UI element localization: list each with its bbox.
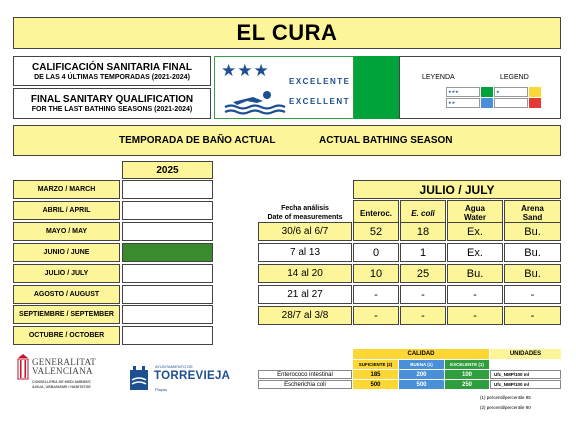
table-enteroc-cell: - xyxy=(353,306,399,325)
water-header-line2: Water xyxy=(464,213,486,222)
legend-swatch-green xyxy=(481,87,493,97)
table-date-cell: 14 al 20 xyxy=(258,264,352,283)
season-label-en: ACTUAL BATHING SEASON xyxy=(319,135,453,146)
table-water-cell: Ex. xyxy=(447,222,503,241)
quality-value-cell: 100 xyxy=(445,370,489,379)
month-label: SEPTIEMBRE / SEPTEMBER xyxy=(13,305,120,324)
month-status-cell xyxy=(122,326,213,345)
sand-header-line2: Sand xyxy=(522,213,543,222)
qualification-en-subtitle: FOR THE LAST BATHING SEASONS (2021-2024) xyxy=(31,106,193,113)
month-label: MAYO / MAY xyxy=(13,222,120,241)
excellent-color-bar xyxy=(354,56,399,119)
legend-entry-excellent: ★★★ xyxy=(446,87,480,97)
table-date-cell: 21 al 27 xyxy=(258,285,352,304)
quality-value-cell: 500 xyxy=(399,380,444,389)
qualification-es-title: CALIFICACIÓN SANITARIA FINAL xyxy=(32,61,192,73)
torrevieja-ayuntamiento: AYUNTAMIENTO DE xyxy=(155,364,193,369)
quality-column-header: SUFICIENTE (2) xyxy=(353,360,398,369)
table-ecoli-cell: 1 xyxy=(400,243,446,262)
qualification-en-title: FINAL SANITARY QUALIFICATION xyxy=(30,94,194,105)
table-water-cell: - xyxy=(447,306,503,325)
table-water-cell: - xyxy=(447,285,503,304)
torrevieja-playas: Playas xyxy=(155,387,168,392)
quality-row-label: Enterococo intestinal xyxy=(258,370,352,379)
month-status-cell xyxy=(122,285,213,304)
torrevieja-name: TORREVIEJA xyxy=(154,370,231,382)
generalitat-logo xyxy=(16,352,111,407)
legend-swatch-red xyxy=(529,98,541,108)
quality-column-header: EXCELENTE (1) xyxy=(445,360,489,369)
table-sand-cell: Bu. xyxy=(504,243,561,262)
table-date-cell: 28/7 al 3/8 xyxy=(258,306,352,325)
quality-column-header: BUENA (1) xyxy=(399,360,444,369)
month-status-cell xyxy=(122,305,213,324)
sand-header-line1: Arena xyxy=(521,204,544,213)
ecoli-header-label: E. coli xyxy=(411,208,435,218)
date-header-es: Fecha análisis xyxy=(281,205,329,212)
badge-label-en: EXCELLENT xyxy=(289,97,351,106)
table-water-cell: Bu. xyxy=(447,264,503,283)
season-label-es: TEMPORADA DE BAÑO ACTUAL xyxy=(119,135,276,146)
water-header-line1: Agua xyxy=(465,204,485,213)
month-status-cell xyxy=(122,201,213,220)
star-icon: ★★★ xyxy=(221,61,270,80)
legend-box xyxy=(399,56,561,119)
qualification-es xyxy=(13,56,211,86)
quality-footnote: (2) percentil/percentile 90 xyxy=(480,405,531,410)
quality-value-cell: 500 xyxy=(353,380,398,389)
generalitat-crest-icon xyxy=(16,354,30,384)
quality-value-cell: 250 xyxy=(445,380,489,389)
legend-label-en: LEGEND xyxy=(500,74,529,81)
table-sand-cell: Bu. xyxy=(504,222,561,241)
season-banner xyxy=(13,125,561,156)
table-sand-cell: - xyxy=(504,306,561,325)
month-label: MARZO / MARCH xyxy=(13,180,120,199)
month-label: JUNIO / JUNE xyxy=(13,243,120,262)
table-ecoli-cell: 18 xyxy=(400,222,446,241)
table-enteroc-cell: 52 xyxy=(353,222,399,241)
legend-entry-poor xyxy=(494,98,528,108)
quality-value-cell: 200 xyxy=(399,370,444,379)
month-status-cell xyxy=(122,180,213,199)
month-status-cell xyxy=(122,264,213,283)
quality-header: CALIDAD xyxy=(353,349,489,359)
table-water-cell: Ex. xyxy=(447,243,503,262)
month-status-cell xyxy=(122,243,213,262)
units-header: UNIDADES xyxy=(490,349,561,359)
enteroc-header-label: Enteroc. xyxy=(359,208,392,218)
excellent-badge xyxy=(214,56,354,119)
month-label: OCTUBRE / OCTOBER xyxy=(13,326,120,345)
date-header-en: Date of measurements xyxy=(267,214,343,221)
table-ecoli-cell: - xyxy=(400,285,446,304)
table-sand-cell: Bu. xyxy=(504,264,561,283)
legend-entry-sufficient: ★ xyxy=(494,87,528,97)
current-month-header: JULIO / JULY xyxy=(353,180,561,199)
year-header: 2025 xyxy=(122,161,213,179)
legend-label-es: LEYENDA xyxy=(422,74,455,81)
qualification-en xyxy=(13,88,211,119)
quality-unit-cell: Ufc_NMP/100 ml xyxy=(490,370,561,379)
legend-swatch-yellow xyxy=(529,87,541,97)
torrevieja-logo xyxy=(125,362,231,402)
qualification-es-subtitle: DE LAS 4 ÚLTIMAS TEMPORADAS (2021-2024) xyxy=(34,73,190,81)
table-date-cell: 30/6 al 6/7 xyxy=(258,222,352,241)
quality-unit-cell: Ufc_NMP/100 ml xyxy=(490,380,561,389)
generalitat-department: CONSELLERIA DE MEDI AMBIENT, AIGUA, URBANISME I HABITATGE xyxy=(32,380,92,389)
table-date-cell: 7 al 13 xyxy=(258,243,352,262)
month-label: JULIO / JULY xyxy=(13,264,120,283)
table-ecoli-cell: - xyxy=(400,306,446,325)
quality-value-cell: 185 xyxy=(353,370,398,379)
month-label: ABRIL / APRIL xyxy=(13,201,120,220)
torrevieja-tower-icon xyxy=(127,364,151,390)
table-ecoli-cell: 25 xyxy=(400,264,446,283)
swimmer-icon xyxy=(223,89,287,115)
legend-swatch-blue xyxy=(481,98,493,108)
generalitat-name: GENERALITAT VALENCIANA xyxy=(32,357,97,376)
month-status-cell xyxy=(122,222,213,241)
table-enteroc-cell: 10 xyxy=(353,264,399,283)
badge-label-es: EXCELENTE xyxy=(289,77,351,86)
table-enteroc-cell: 0 xyxy=(353,243,399,262)
month-label: AGOSTO / AUGUST xyxy=(13,285,120,304)
page-title: EL CURA xyxy=(13,17,561,49)
legend-entry-good: ★★ xyxy=(446,98,480,108)
quality-row-label: Escherichia coli xyxy=(258,380,352,389)
quality-footnote: (1) percentil/percentile 95 xyxy=(480,395,531,400)
table-sand-cell: - xyxy=(504,285,561,304)
table-enteroc-cell: - xyxy=(353,285,399,304)
